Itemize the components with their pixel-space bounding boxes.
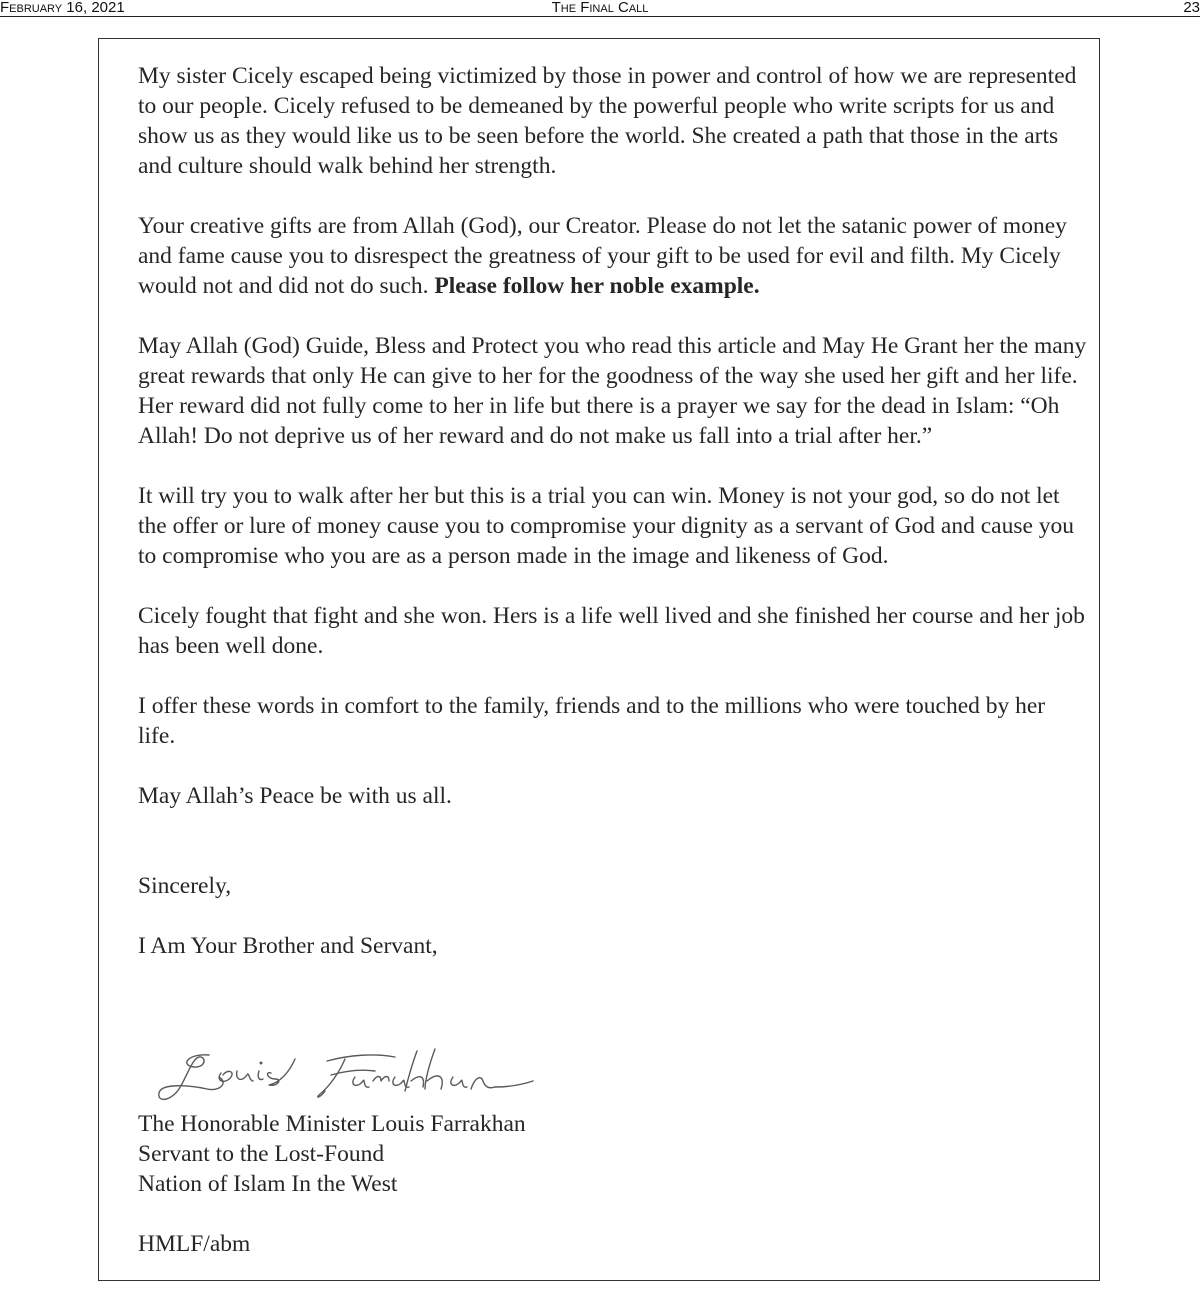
- letter-body: [138, 61, 1088, 961]
- letter-frame: [98, 38, 1100, 1281]
- salutation: I Am Your Brother and Servant,: [138, 933, 438, 959]
- letter-paragraph: [138, 211, 1088, 301]
- letter-paragraph: May Allah (God) Guide, Bless and Protect you who read this article and May He Grant her the many great rewards that only He can give to her for the goodness of the way she used her gift and her life. Her reward did not fully come to her in life but there is a prayer we say for the dead in Islam: “Oh Allah! Do not deprive us of her reward and do not make us fall into a trial after her.”: [138, 333, 1087, 449]
- handwritten-signature: [149, 1037, 539, 1109]
- letter-paragraph: It will try you to walk after her but this is a trial you can win. Money is not your god, so do not let the offer or lure of money cause you to compromise your dignity as a servant of God and cause you to compromise who you are as a person made in the image and likeness of God.: [138, 483, 1075, 569]
- emphasis-text: Please follow her noble example.: [434, 273, 760, 299]
- letter-paragraph: I offer these words in comfort to the family, friends and to the millions who were touched by her life.: [138, 693, 1046, 749]
- page-header: [0, 0, 1200, 17]
- signer-title: Servant to the Lost-Found: [138, 1141, 385, 1167]
- letter-paragraph: May Allah’s Peace be with us all.: [138, 783, 452, 809]
- page-number: 23: [1183, 0, 1200, 16]
- publication-name: The Final Call: [551, 0, 649, 16]
- paragraph-text: Your creative gifts are from Allah (God), our Creator. Please do not let the satanic power of money and fame cause you to disrespect the greatness of your gift to be used for evil and filth. My Cicely would not and did not do such.: [138, 213, 1067, 299]
- signer-title: Nation of Islam In the West: [138, 1171, 398, 1197]
- letter-paragraph: Cicely fought that fight and she won. Hers is a life well lived and she finished her course and her job has been well done.: [138, 603, 1085, 659]
- signature-block: [138, 1109, 526, 1199]
- closing: Sincerely,: [138, 873, 232, 899]
- letter-paragraph: My sister Cicely escaped being victimized by those in power and control of how we are represented to our people. Cicely refused to be demeaned by the powerful people who write scripts for us and show us as they would like us to be seen before the world. She created a path that those in the arts and culture should walk behind her strength.: [138, 63, 1077, 179]
- reference-initials: HMLF/abm: [138, 1231, 251, 1257]
- issue-date: February 16, 2021: [0, 0, 125, 16]
- signer-name: The Honorable Minister Louis Farrakhan: [138, 1111, 526, 1137]
